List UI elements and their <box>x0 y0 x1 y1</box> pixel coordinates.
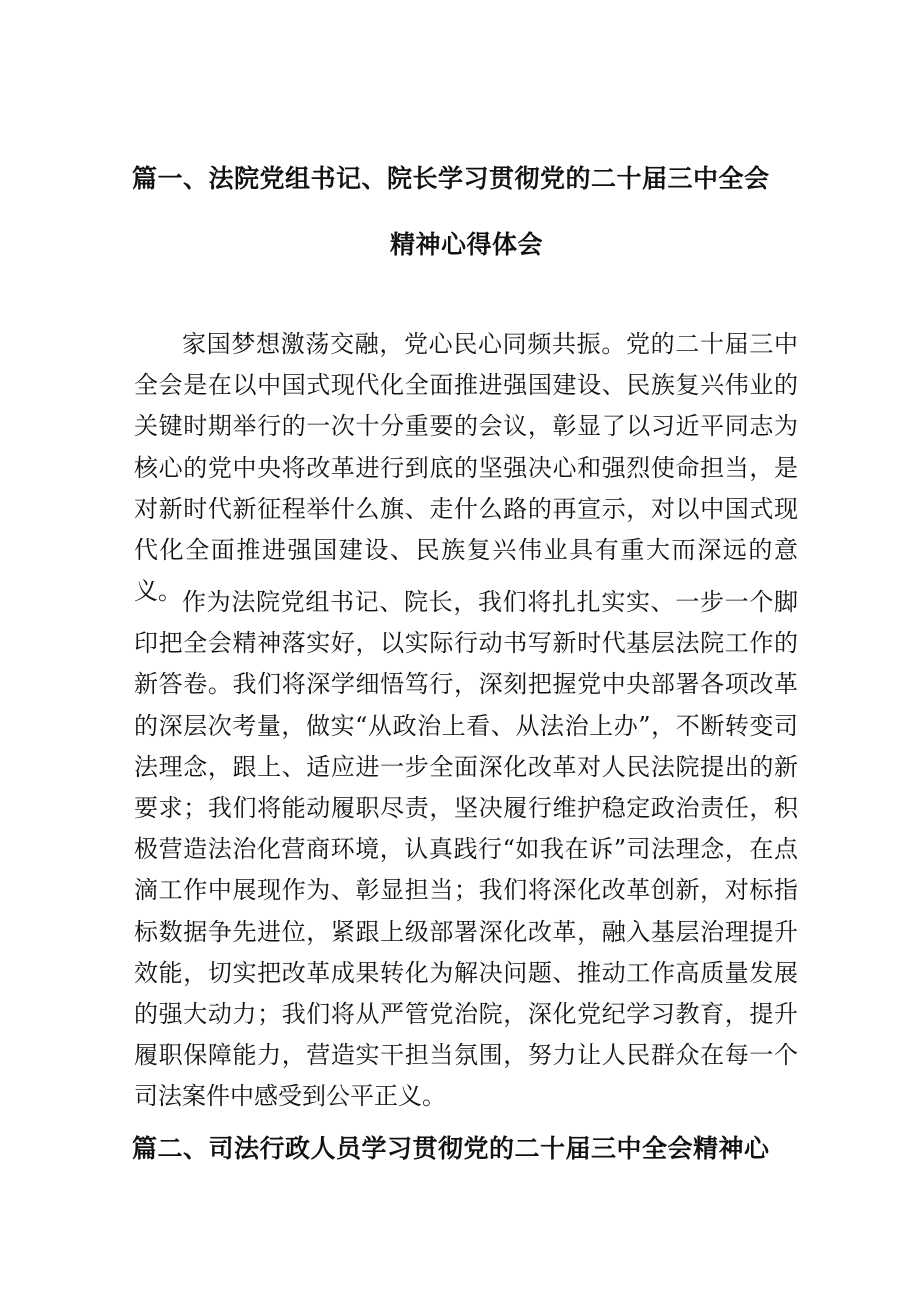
section-1-paragraph-1: 家国梦想激荡交融，党心民心同频共振。党的二十届三中全会是在以中国式现代化全面推进强国建设、民族复兴伟业的关键时期举行的一次十分重要的会议，彰显了以习近平同志为核心的党中央将改革进行到底的坚强决心和强烈使命担当，是对新时代新征程举什么旗、走什么路的再宣示，对以中国式现代化全面推进强国建设、民族复兴伟业具有重大而深远的意义。 <box>134 330 798 606</box>
section-1-paragraph-2: 作为法院党组书记、院长，我们将扎扎实实、一步一个脚印把全会精神落实好，以实际行动书写新时代基层法院工作的新答卷。我们将深学细悟笃行，深刻把握党中央部署各项改革的深层次考量，做实“从政治上看、从法治上办”，不断转变司法理念，跟上、适应进一步全面深化改革对人民法院提出的新要求；我们将能动履职尽责，坚决履行维护稳定政治责任，积极营造法治化营商环境，认真践行“如我在诉”司法理念，在点滴工作中展现作为、彰显担当；我们将深化改革创新，对标指标数据争先进位，紧跟上级部署深化改革，融入基层治理提升效能，切实把改革成果转化为解决问题、推动工作高质量发展的强大动力；我们将从严管党治院，深化党纪学习教育，提升履职保障能力，营造实干担当氛围，努力让人民群众在每一个司法案件中感受到公平正义。 <box>134 588 798 1111</box>
section-1-title-line-1: 篇一、法院党组书记、院长学习贯彻党的二十届三中全会 <box>132 164 770 193</box>
section-2-title-line-1: 篇二、司法行政人员学习贯彻党的二十届三中全会精神心 <box>132 1134 770 1163</box>
section-1-title-line-2: 精神心得体会 <box>390 230 544 259</box>
